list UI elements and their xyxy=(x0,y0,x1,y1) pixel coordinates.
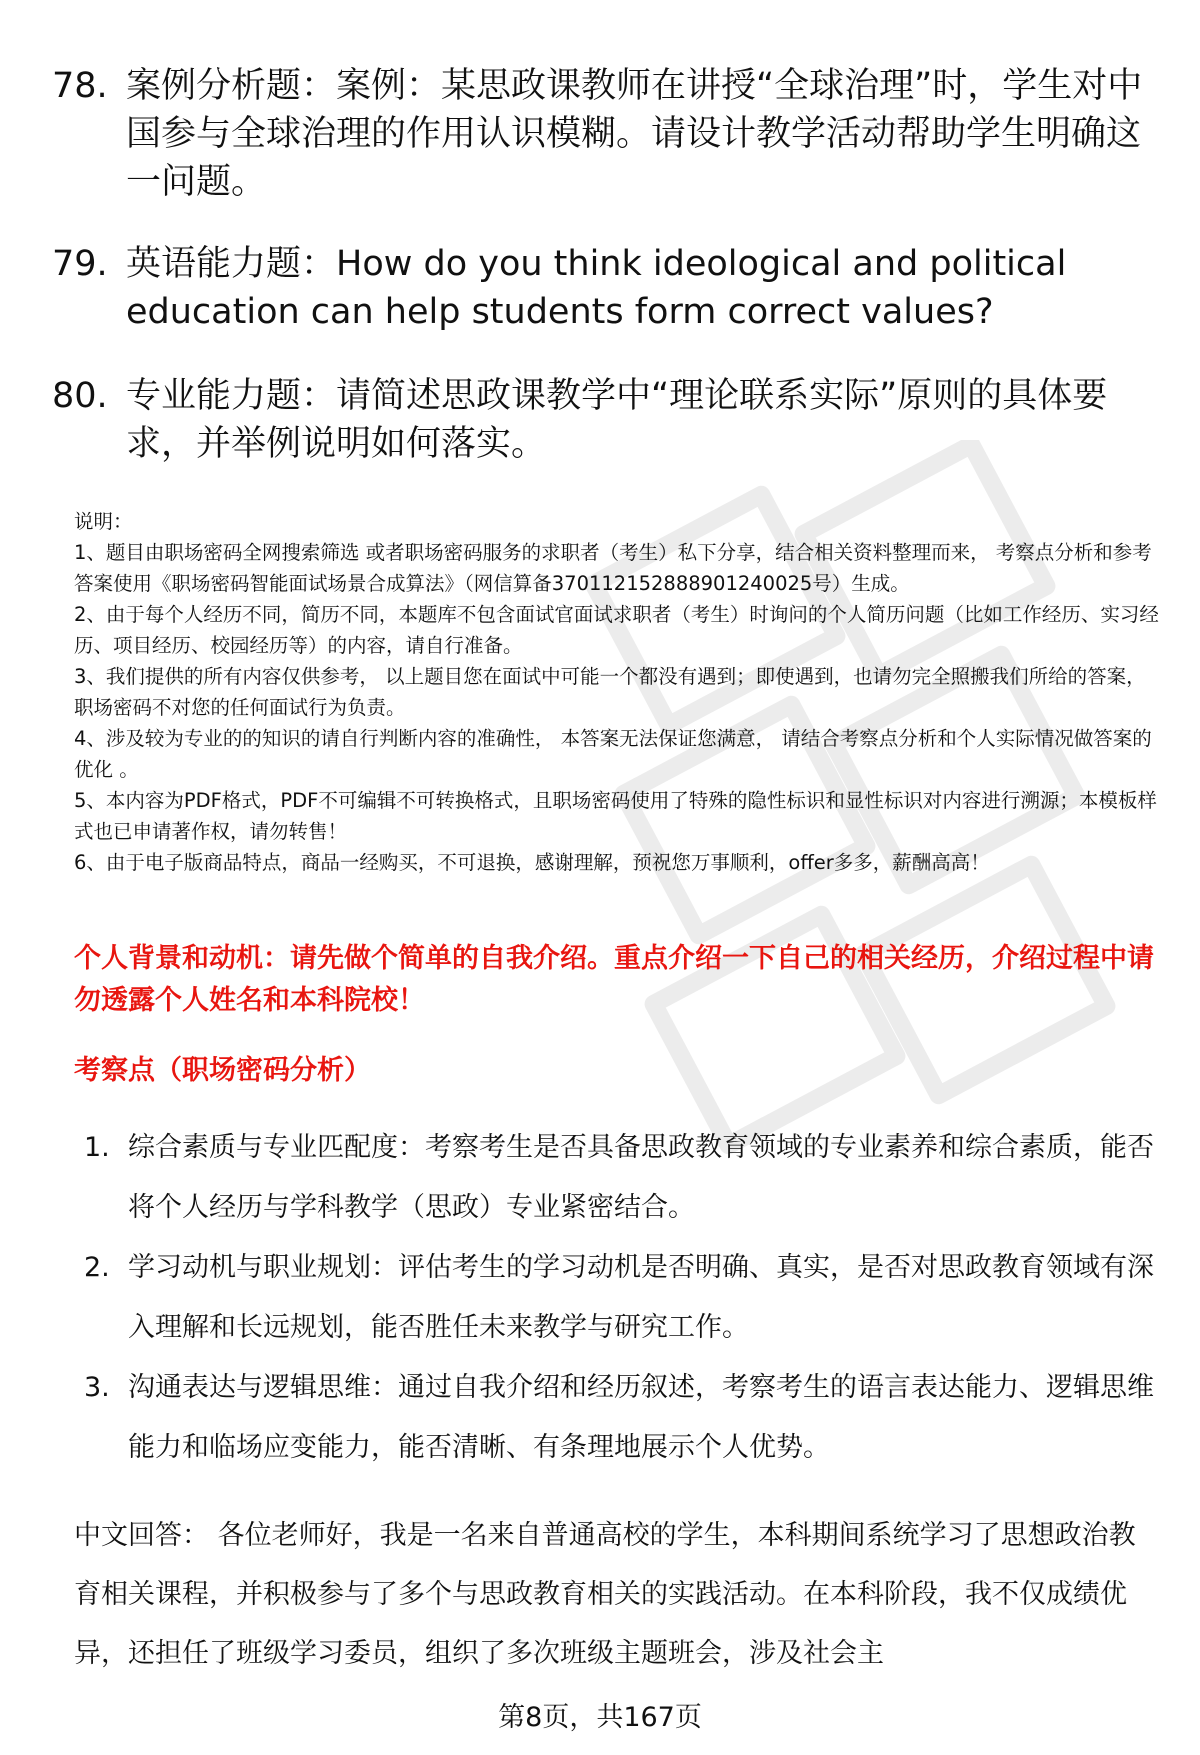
notes-title: 说明： xyxy=(74,510,133,533)
answer-text: 中文回答： 各位老师好，我是一名来自普通高校的学生，本科期间系统学习了思想政治教育相关课程，并积极参与了多个与思政教育相关的实践活动。在本科阶段，我不仅成绩优异，还担任了班级学习委员，组织了多次班级主题班会，涉及社会主 xyxy=(74,1520,1136,1669)
question-text: 案例分析题：案例：某思政课教师在讲授“全球治理”时，学生对中国参与全球治理的作用认识模糊。请设计教学活动帮助学生明确这一问题。 xyxy=(126,66,1143,202)
point-text: 沟通表达与逻辑思维：通过自我介绍和经历叙述，考察考生的语言表达能力、逻辑思维能力和临场应变能力，能否清晰、有条理地展示个人优势。 xyxy=(128,1372,1154,1463)
question-number: 78. xyxy=(52,66,108,106)
analysis-point xyxy=(84,1358,1154,1478)
question-number: 80. xyxy=(52,376,108,416)
question-78 xyxy=(52,62,1152,206)
point-number: 1. xyxy=(84,1132,110,1163)
analysis-heading: 考察点（职场密码分析） xyxy=(74,1055,371,1086)
question-79 xyxy=(52,240,1152,336)
question-text: 专业能力题：请简述思政课教学中“理论联系实际”原则的具体要求，并举例说明如何落实。 xyxy=(126,376,1108,464)
note-item: 5、本内容为PDF格式，PDF不可编辑不可转换格式，且职场密码使用了特殊的隐性标识和显性标识对内容进行溯源；本模板样式也已申请著作权，请勿转售！ xyxy=(74,789,1157,843)
point-text: 综合素质与专业匹配度：考察考生是否具备思政教育领域的专业素养和综合素质，能否将个人经历与学科教学（思政）专业紧密结合。 xyxy=(128,1132,1154,1223)
point-number: 3. xyxy=(84,1372,110,1403)
analysis-point xyxy=(84,1238,1154,1358)
question-80 xyxy=(52,372,1152,468)
note-item: 2、由于每个人经历不同，简历不同，本题库不包含面试官面试求职者（考生）时询问的个人简历问题（比如工作经历、实习经历、项目经历、校园经历等）的内容，请自行准备。 xyxy=(74,603,1159,657)
background-heading: 个人背景和动机：请先做个简单的自我介绍。重点介绍一下自己的相关经历，介绍过程中请勿透露个人姓名和本科院校！ xyxy=(74,943,1154,1016)
point-text: 学习动机与职业规划：评估考生的学习动机是否明确、真实，是否对思政教育领域有深入理解和长远规划，能否胜任未来教学与研究工作。 xyxy=(128,1252,1154,1343)
note-item: 3、我们提供的所有内容仅供参考， 以上题目您在面试中可能一个都没有遇到；即使遇到，也请勿完全照搬我们所给的答案，职场密码不对您的任何面试行为负责。 xyxy=(74,665,1146,719)
analysis-point xyxy=(84,1118,1154,1238)
note-item: 4、涉及较为专业的的知识的请自行判断内容的准确性， 本答案无法保证您满意， 请结合考察点分析和个人实际情况做答案的优化 。 xyxy=(74,727,1152,781)
note-item: 1、题目由职场密码全网搜索筛选 或者职场密码服务的求职者（考生）私下分享，结合相关资料整理而来， 考察点分析和参考答案使用《职场密码智能面试场景合成算法》（网信算备370112152888901240025号）生成。 xyxy=(74,541,1152,595)
note-item: 6、由于电子版商品特点，商品一经购买，不可退换，感谢理解，预祝您万事顺利，offer多多，薪酬高高！ xyxy=(74,851,990,874)
notes-section xyxy=(74,506,1164,878)
analysis-points xyxy=(84,1118,1154,1478)
page-footer: 第8页，共167页 xyxy=(498,1702,702,1733)
chinese-answer xyxy=(74,1506,1160,1683)
question-text: 英语能力题：How do you think ideological and political education can help students form correct values? xyxy=(126,244,1067,332)
point-number: 2. xyxy=(84,1252,110,1283)
question-number: 79. xyxy=(52,244,108,284)
